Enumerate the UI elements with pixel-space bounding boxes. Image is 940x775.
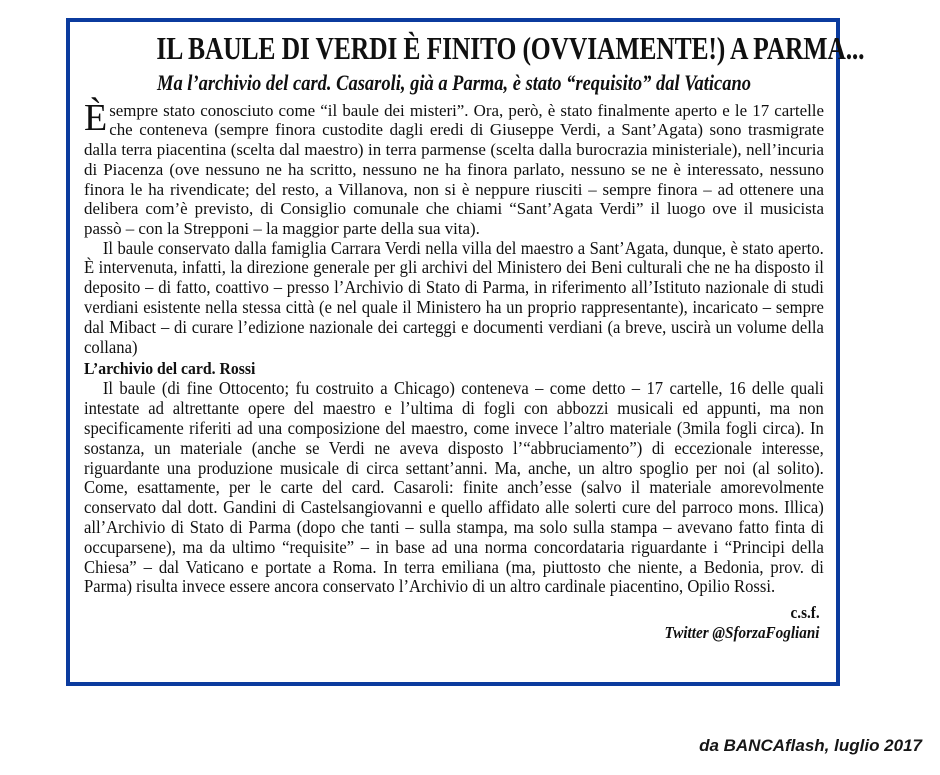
paragraph-three-text: Il baule (di fine Ottocento; fu costruito a Chicago) conteneva – come detto – 17 cartelle, 16 delle quali intestate ad altrettante opere del maestro e l’ultima di fogli con abbozzi musicali ed appunti, ma non specificamente riferiti ad una composizione del maestro, come invece l’altro materiale (3mila fogli circa). In sostanza, un materiale (anche se Verdi ne aveva disposto l’“abbruciamento”) di eccezionale interesse, riguardante una produzione musicale di circa settant’anni. Ma, anche, un altro spoglio per noi (al solito). Come, esattamente, per le carte del card. Casaroli: finite anch’esse (salvo il materiale amorevolmente conservato dal dott. Gandini di Castelsangiovanni e quello affidato alle solerti cure del parroco mons. Illica) all’Archivio di Stato di Parma (dopo che tanti – sulla stampa, ma solo sulla stampa – avevano fatto finta di occuparsene), ma da ultimo “requisite” – in base ad una norma concordataria riguardante i “Principi della Chiesa” – dal Vaticano e portate a Roma. In terra emiliana (ma, piuttosto che niente, a Bedonia, prov. di Parma) risulta invece essere ancora conservato l’Archivio di un altro cardinale piacentino, Opilio Rossi.	[84, 378, 824, 597]
article-content	[70, 22, 865, 643]
paragraph-two	[84, 239, 824, 358]
signature-initials: c.s.f.	[790, 603, 820, 623]
article-body	[82, 96, 826, 643]
drop-cap: È	[84, 96, 108, 139]
article-frame	[66, 18, 865, 686]
source-credit: da BANCAflash, luglio 2017	[699, 736, 922, 755]
paragraph-one	[84, 96, 824, 239]
article-subheadline: Ma l’archivio del card. Casaroli, già a Parma, è stato “requisito” dal Vaticano	[157, 69, 751, 95]
headline-divider	[82, 96, 826, 97]
signature-block	[84, 603, 824, 643]
section-heading: L’archivio del card. Rossi	[84, 359, 256, 379]
signature-twitter-handle: Twitter @SforzaFogliani	[664, 623, 820, 643]
article-headline: IL BAULE DI VERDI È FINITO (OVVIAMENTE!) A PARMA...	[156, 30, 865, 66]
paragraph-two-text: Il baule conservato dalla famiglia Carrara Verdi nella villa del maestro a Sant’Agata, dunque, è stato aperto. È intervenuta, infatti, la direzione generale per gli archivi del Ministero dei Beni culturali che ne ha disposto il deposito – di fatto, coattivo – presso l’Archivio di Stato di Parma, in riferimento all’Istituto nazionale di studi verdiani esistente nella stessa città (e nel quale il Ministero ha un proprio rappresentante), incaricato – sempre dal Mibact – di curare l’edizione nazionale dei carteggi e documenti verdiani (a breve, uscirà un volume della collana)	[84, 237, 824, 357]
paragraph-one-text: sempre stato conosciuto come “il baule dei misteri”. Ora, però, è stato finalmente aperto e le 17 cartelle che conteneva (sempre finora custodite dagli eredi di Giuseppe Verdi, a Sant’Agata) sono trasmigrate dalla terra piacentina (scelta dal maestro) in terra parmense (scelta dalla burocrazia ministeriale), nell’incuria di Piacenza (ove nessuno ne ha scritto, nessuno ne ha finora parlato, nessuno se ne è interessato, nessuno finora le ha rivendicate; del resto, a Villanova, non si è neppure riusciti – sempre finora – ad ottenere una delibera com’è previsto, di Consiglio comunale che chiami “Sant’Agata Verdi” il luogo ove il musicista passò – con la Strepponi – la maggior parte della sua vita).	[84, 100, 824, 238]
signature-initials-row	[84, 603, 820, 623]
signature-handle-row	[84, 623, 820, 643]
paragraph-three	[84, 379, 824, 597]
